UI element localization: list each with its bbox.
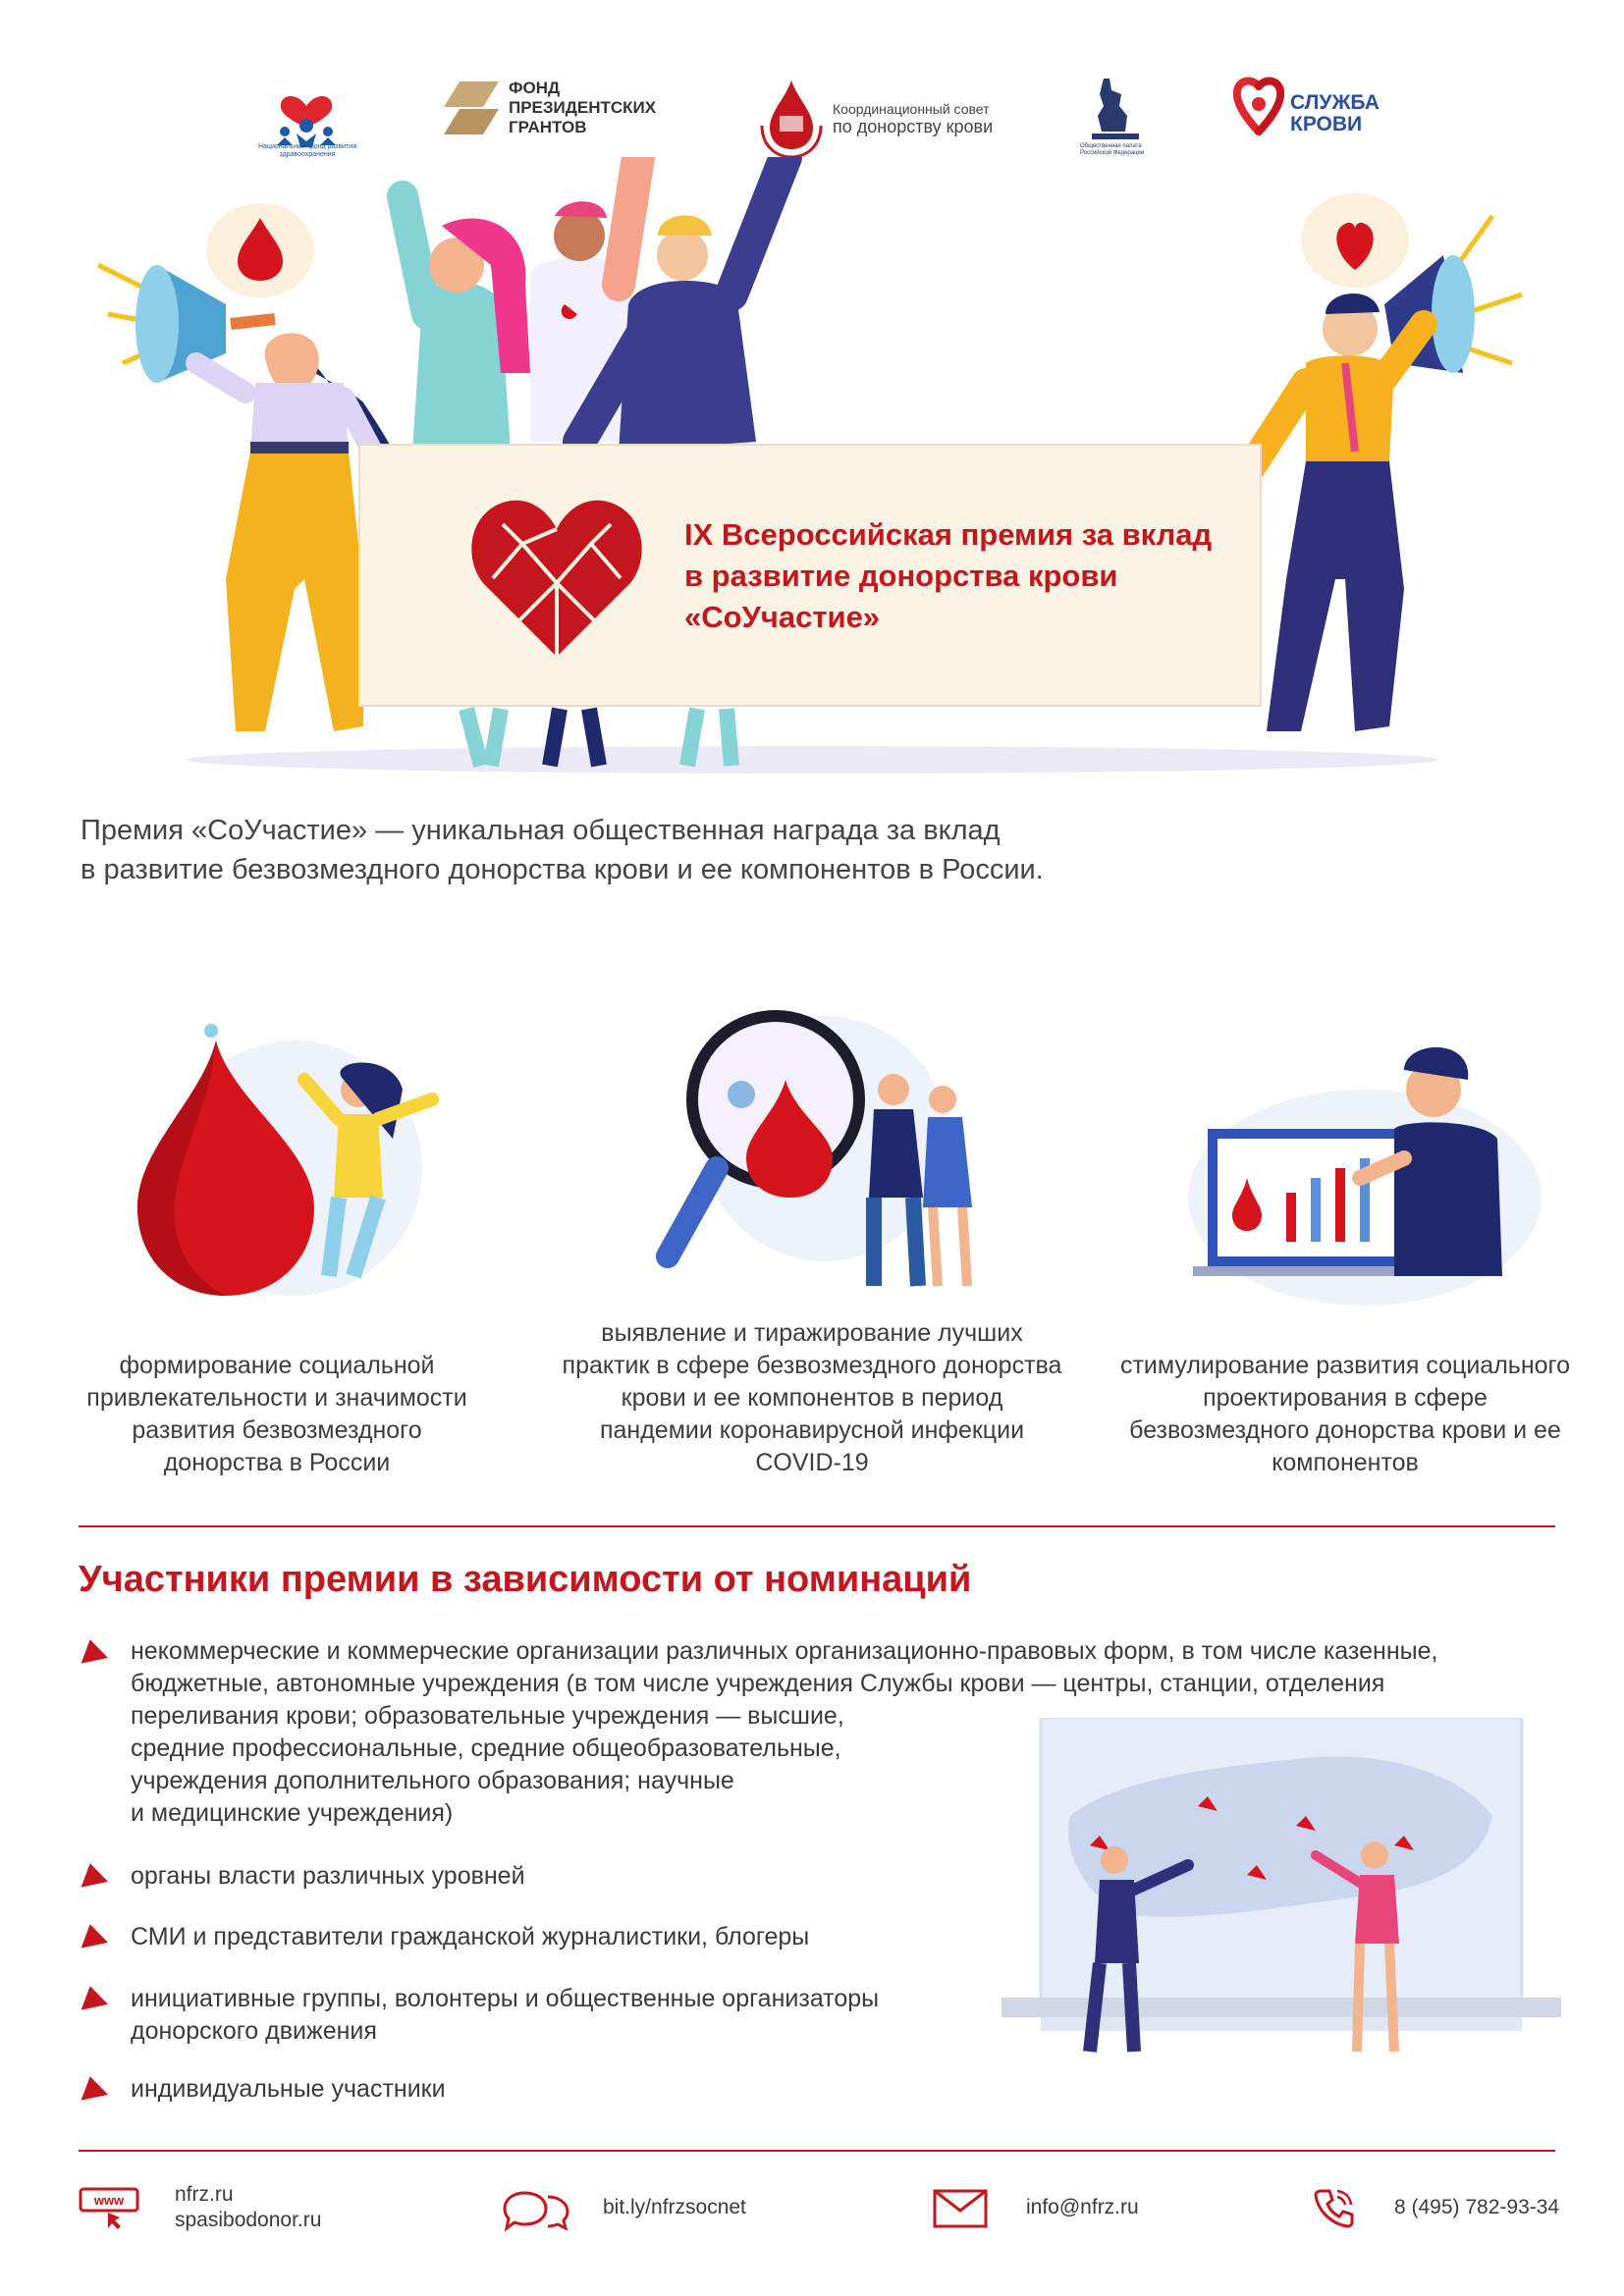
feature-3-illustration <box>1168 1021 1561 1315</box>
www-label: www <box>93 2193 125 2208</box>
feature-1-text: формирование социальной привлекательности и значимости развития безвозмездного донорства в России <box>86 1352 467 1476</box>
bullet-1-line-5: учреждения дополнительного образования; научные <box>131 1767 734 1794</box>
footer-social-link[interactable]: bit.ly/nfrzsocnet <box>603 2196 746 2218</box>
section-divider-top <box>79 1525 1555 1527</box>
section-title: Участники премии в зависимости от номинаций <box>79 1559 972 1600</box>
bullet-marker-2 <box>77 1860 108 1887</box>
footer-site-1[interactable]: nfrz.ru <box>175 2183 234 2206</box>
footer-phone[interactable]: 8 (495) 782-93-34 <box>1394 2196 1560 2218</box>
right-speaker-figure <box>1242 193 1522 731</box>
crowd-legs <box>466 709 731 766</box>
council-drop-icon <box>756 77 827 161</box>
bullet-1-line-6: и медицинские учреждения) <box>131 1799 454 1827</box>
phone-icon <box>1314 2187 1355 2228</box>
bullet-5-text: индивидуальные участники <box>131 2075 446 2103</box>
public-chamber-logo <box>1082 77 1145 145</box>
mail-icon <box>933 2189 988 2228</box>
sluzhba-krovi-logo <box>1233 77 1380 151</box>
bullet-4-text: инициативные группы, волонтеры и общественные организаторы донорского движения <box>131 1985 880 2045</box>
map-board-illustration <box>1001 1718 1561 2106</box>
nfrz-caption: Национальный фонд развития здравоохранения <box>257 143 356 158</box>
bullet-1-text: некоммерческие и коммерческие организации различных организационно-правовых форм, в том числе казенные, бюджетные, автономные учреждения (в том числе учреждения Службы крови — центры, станции, отделения <box>131 1637 1438 1697</box>
bullet-2-text: органы власти различных уровней <box>131 1862 525 1890</box>
feature-1-illustration <box>108 1021 481 1315</box>
council-logo <box>756 77 993 161</box>
council-line1: Координационный совет <box>833 100 990 117</box>
feature-2-illustration <box>628 1001 1021 1306</box>
section-divider-bottom <box>79 2150 1555 2152</box>
footer-site-2[interactable]: spasibodonor.ru <box>175 2209 322 2231</box>
crowd-figures <box>403 157 785 452</box>
bullet-3-text: СМИ и представители гражданской журналистики, блогеры <box>131 1923 810 1950</box>
bullet-marker-4 <box>77 1983 108 2009</box>
intro-line-1: Премия «СоУчастие» — уникальная общественная награда за вклад <box>81 815 1001 846</box>
intro-paragraph <box>81 811 1357 889</box>
bullet-1-line-3: переливания крови; образовательные учреждения — высшие, <box>131 1702 844 1730</box>
intro-line-2: в развитие безвозмездного донорства крови и ее компонентов в России. <box>81 854 1044 885</box>
sluzhba-heart-icon <box>1233 77 1284 151</box>
bullet-1-line-4: средние профессиональные, средние общеобразовательные, <box>131 1735 841 1762</box>
faceted-heart-icon <box>463 485 650 671</box>
hero-banner <box>358 444 1262 707</box>
footer-email[interactable]: info@nfrz.ru <box>1026 2196 1139 2218</box>
bullet-marker-1 <box>77 1636 108 1663</box>
www-icon <box>79 2187 139 2230</box>
fpg-logo <box>442 79 685 137</box>
bullet-marker-5 <box>77 2073 108 2100</box>
chamber-caption: Общественная палата Российской Федерации <box>1080 143 1145 156</box>
bullet-marker-3 <box>77 1921 108 1948</box>
banner-title: IX Всероссийская премия за вклад в развитие донорства крови «СоУчастие» <box>684 517 1213 634</box>
council-line2: по донорству крови <box>833 116 994 136</box>
feature-3-text: стимулирование развития социального проектирования в сфере безвозмездного донорства крови и ее компонентов <box>1119 1352 1571 1476</box>
chat-bubbles-icon <box>503 2187 569 2232</box>
sluzhba-line2: КРОВИ <box>1290 113 1363 135</box>
fpg-text: ФОНД ПРЕЗИДЕНТСКИХ ГРАНТОВ <box>509 79 657 136</box>
sluzhba-line1: СЛУЖБА <box>1290 91 1380 114</box>
fpg-emblem-icon <box>442 80 501 136</box>
feature-2-text: выявление и тиражирование лучших практик в сфере безвозмездного донорства крови и ее компонентов в период пандемии коронавирусной инфекции COVID-19 <box>562 1319 1062 1476</box>
chamber-monument-icon <box>1082 77 1145 145</box>
